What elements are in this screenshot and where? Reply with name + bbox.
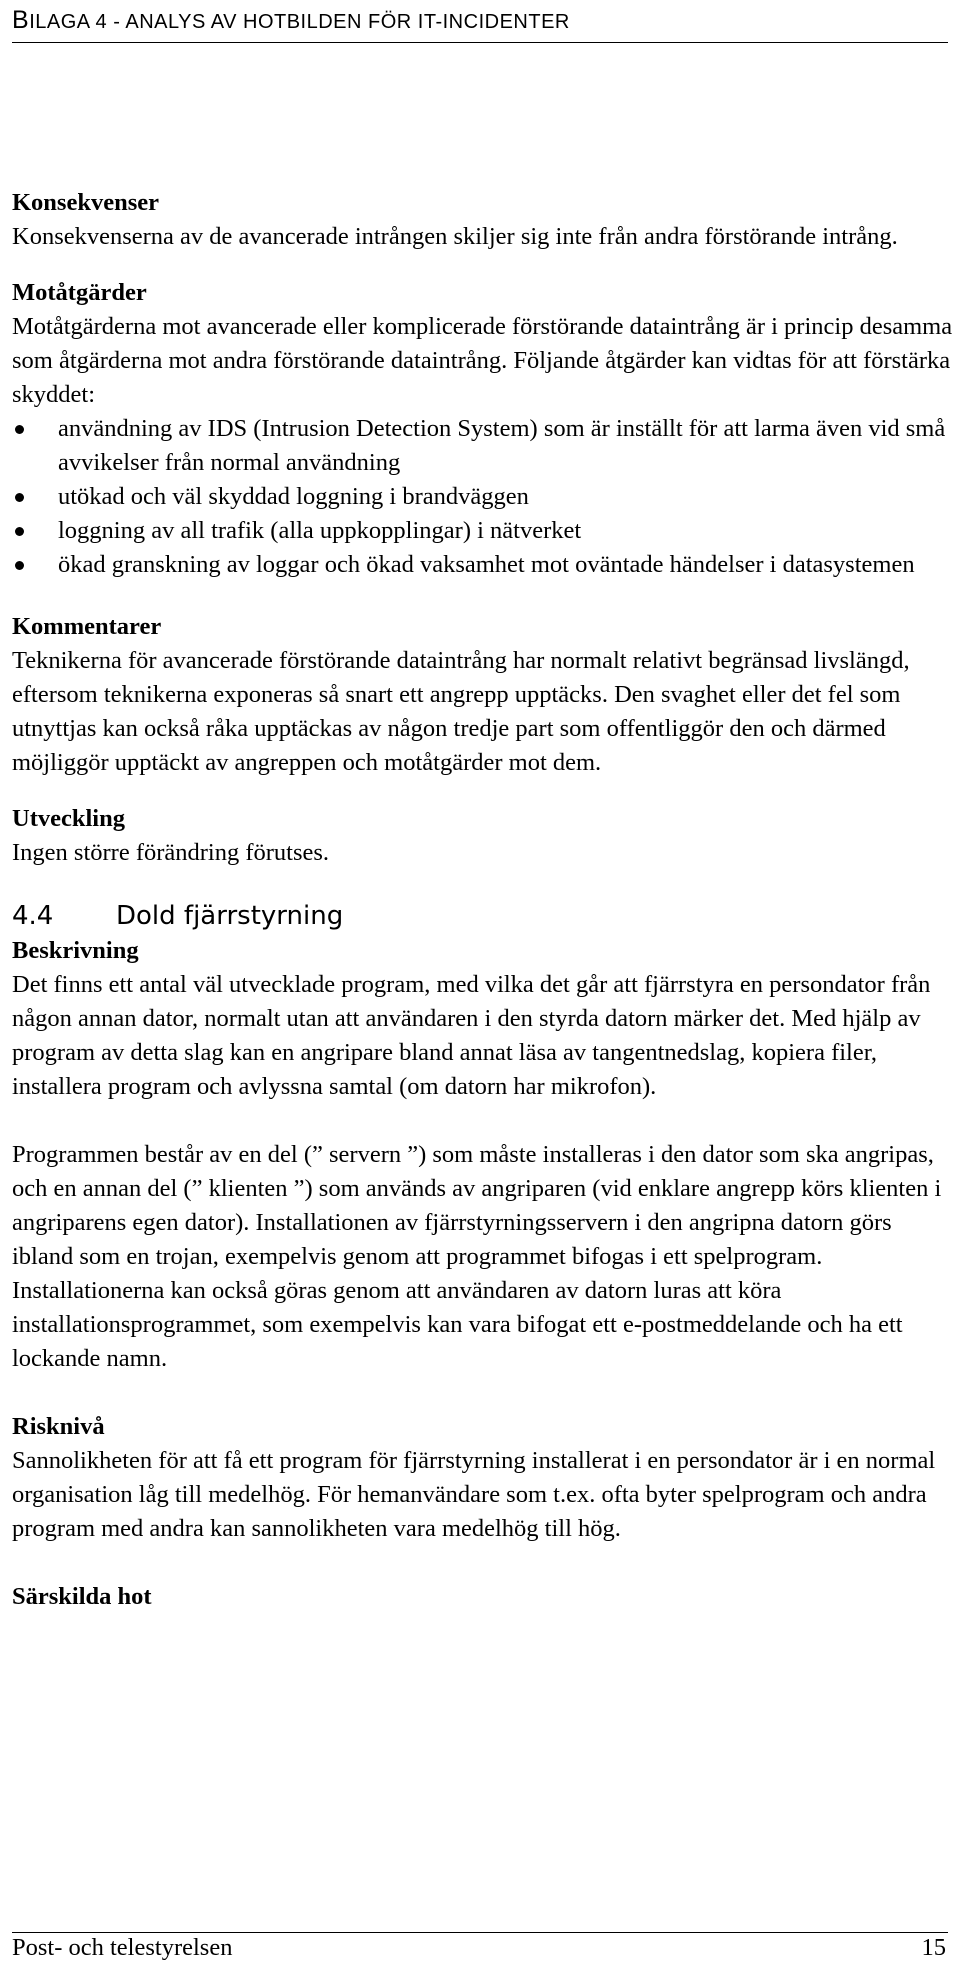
section-number: 4.4 bbox=[12, 901, 54, 931]
list-item-text: användning av IDS (Intrusion Detection System) som är inställt för att larma även vid små avvikelser från normal användning bbox=[58, 415, 946, 476]
section-title: Dold fjärrstyrning bbox=[116, 901, 344, 931]
list-item-text: loggning av all trafik (alla uppkopplingar) i nätverket bbox=[58, 517, 582, 544]
section-heading-4-4 bbox=[12, 898, 956, 934]
paragraph-beskrivning-1: Det finns ett antal väl utvecklade program, med vilka det går att fjärrstyra en persondator från någon annan dator, normalt utan att användaren i den styrda datorn märker det. Med hjälp av program av detta slag kan en angripare bland annat läsa av tangentnedslag, kopiera filer, installera program och avlyssna samtal (om datorn har mikrofon). bbox=[12, 971, 931, 1100]
footer-publisher: Post- och telestyrelsen bbox=[12, 1934, 233, 1961]
list-item bbox=[12, 412, 956, 480]
page-body bbox=[12, 186, 956, 1614]
running-header bbox=[12, 6, 570, 35]
motatgarder-list bbox=[12, 412, 956, 582]
heading-kommentarer: Kommentarer bbox=[12, 613, 162, 640]
bullet-icon bbox=[15, 493, 24, 502]
header-rule bbox=[12, 42, 948, 43]
paragraph-konsekvenser: Konsekvenserna av de avancerade intrången skiljer sig inte från andra förstörande intrång. bbox=[12, 223, 898, 250]
list-item bbox=[12, 514, 956, 548]
running-header-text: ILAGA 4 - ANALYS AV HOTBILDEN FÖR IT-INCIDENTER bbox=[29, 11, 570, 33]
bullet-icon bbox=[15, 425, 24, 434]
list-item bbox=[12, 480, 956, 514]
heading-konsekvenser: Konsekvenser bbox=[12, 189, 159, 216]
page-number: 15 bbox=[921, 1934, 946, 1961]
paragraph-utveckling: Ingen större förändring förutses. bbox=[12, 839, 330, 866]
list-item-text: ökad granskning av loggar och ökad vaksamhet mot oväntade händelser i datasystemen bbox=[58, 551, 915, 578]
heading-sarskilda-hot: Särskilda hot bbox=[12, 1583, 152, 1610]
paragraph-riskniva: Sannolikheten för att få ett program för fjärrstyrning installerat i en persondator är i en normal organisation låg till medelhög. För hemanvändare som t.ex. ofta byter spelprogram och andra program med andra kan sannolikheten vara medelhög till hög. bbox=[12, 1447, 936, 1542]
paragraph-beskrivning-2: Programmen består av en del (” servern ”) som måste installeras i den dator som ska angripas, och en annan del (” klienten ”) som används av angriparen (vid enklare angrepp körs klienten i angriparens egen dator). Installationen av fjärrstyrningsservern i den angripna datorn görs ibland som en trojan, exempelvis genom att programmet bifogas i ett spelprogram. Installationerna kan också göras genom att användaren av datorn luras att köra installationsprogrammet, som exempelvis kan vara bifogat ett e-postmeddelande och ha ett lockande namn. bbox=[12, 1141, 942, 1372]
heading-beskrivning: Beskrivning bbox=[12, 937, 139, 964]
bullet-icon bbox=[15, 561, 24, 570]
list-item-text: utökad och väl skyddad loggning i brandväggen bbox=[58, 483, 529, 510]
heading-riskniva: Risknivå bbox=[12, 1413, 105, 1440]
paragraph-motatgarder: Motåtgärderna mot avancerade eller komplicerade förstörande dataintrång är i princip desamma som åtgärderna mot andra förstörande dataintrång. Följande åtgärder kan vidtas för att förstärka skyddet: bbox=[12, 313, 953, 408]
heading-motatgarder: Motåtgärder bbox=[12, 279, 147, 306]
heading-utveckling: Utveckling bbox=[12, 805, 125, 832]
running-header-initial: B bbox=[12, 6, 30, 34]
list-item bbox=[12, 548, 956, 582]
paragraph-kommentarer: Teknikerna för avancerade förstörande dataintrång har normalt relativt begränsad livslängd, eftersom teknikerna exponeras så snart ett angrepp upptäcks. Den svaghet eller det fel som utnyttjas kan också råka upptäckas av någon tredje part som offentliggör den och därmed möjliggör upptäckt av angreppen och motåtgärder mot dem. bbox=[12, 647, 910, 776]
footer-rule bbox=[12, 1932, 948, 1933]
bullet-icon bbox=[15, 527, 24, 536]
